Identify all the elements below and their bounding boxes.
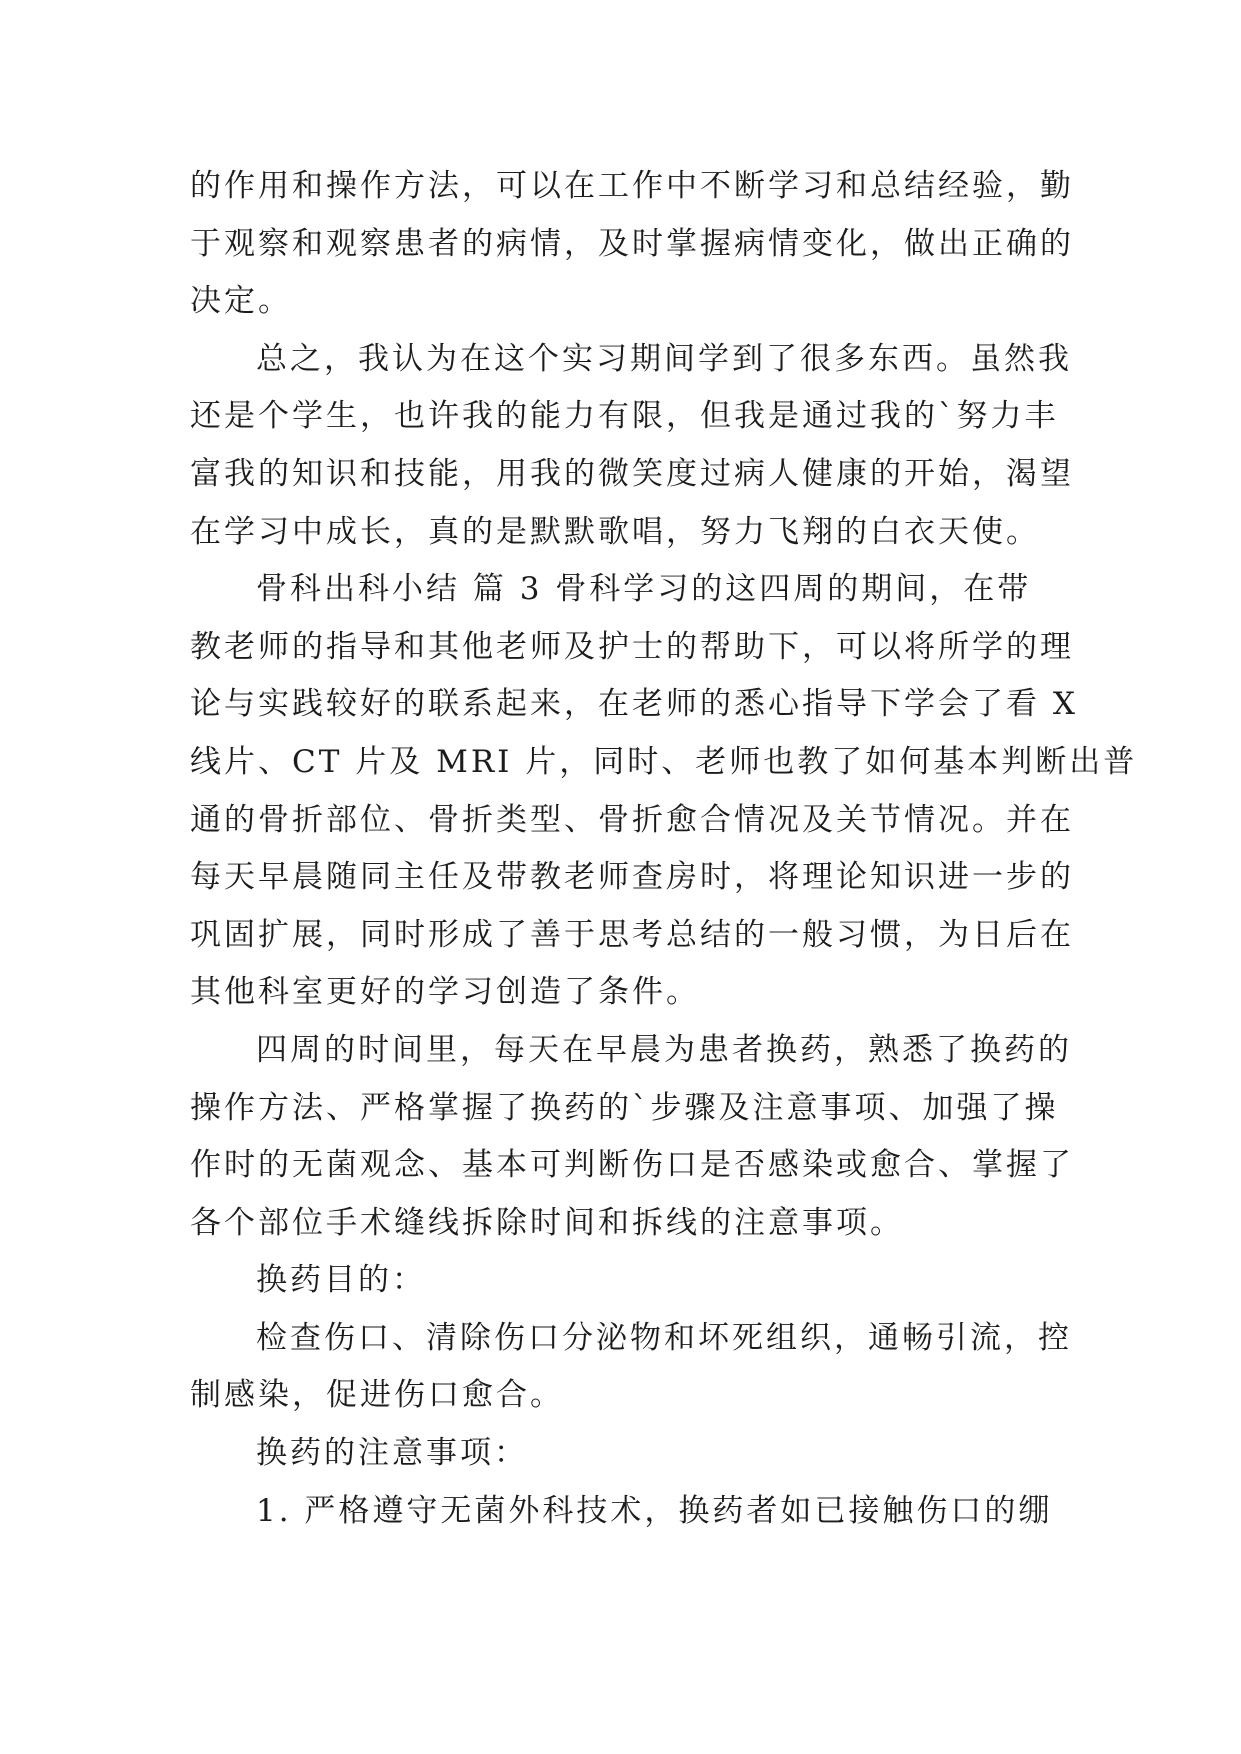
text-line: 通的骨折部位、骨折类型、骨折愈合情况及关节情况。并在: [190, 801, 1074, 838]
text-line: 教老师的指导和其他老师及护士的帮助下，可以将所学的理: [190, 628, 1074, 665]
text-line: 论与实践较好的联系起来，在老师的悉心指导下学会了看 X: [190, 686, 1078, 723]
text-line: 线片、CT 片及 MRI 片，同时、老师也教了如何基本判断出普: [190, 743, 1138, 780]
body-text: [190, 158, 1138, 1540]
text-line: 总之，我认为在这个实习期间学到了很多东西。虽然我: [256, 340, 1072, 377]
text-line: 于观察和观察患者的病情，及时掌握病情变化，做出正确的: [190, 225, 1074, 262]
text-line: 各个部位手术缝线拆除时间和拆线的注意事项。: [190, 1204, 904, 1241]
text-line: 巩固扩展，同时形成了善于思考总结的一般习惯，为日后在: [190, 916, 1074, 953]
subheading-line: 换药的注意事项：: [256, 1435, 528, 1472]
list-item-line: 1. 严格遵守无菌外科技术，换药者如已接触伤口的绷: [256, 1492, 1053, 1529]
text-line: 决定。: [190, 283, 292, 320]
section-heading-line: 骨科出科小结 篇 3 骨科学习的这四周的期间，在带: [256, 571, 1032, 608]
text-line: 制感染，促进伤口愈合。: [190, 1377, 564, 1414]
text-line: 富我的知识和技能，用我的微笑度过病人健康的开始，渴望: [190, 455, 1074, 492]
subheading-line: 换药目的：: [256, 1262, 426, 1299]
text-line: 操作方法、严格掌握了换药的`步骤及注意事项、加强了操: [190, 1089, 1059, 1126]
text-line: 的作用和操作方法，可以在工作中不断学习和总结经验，勤: [190, 168, 1074, 204]
text-line: 其他科室更好的学习创造了条件。: [190, 974, 700, 1011]
text-line: 作时的无菌观念、基本可判断伤口是否感染或愈合、掌握了: [190, 1147, 1074, 1184]
text-line: 四周的时间里，每天在早晨为患者换药，熟悉了换药的: [256, 1031, 1072, 1068]
text-line: 在学习中成长，真的是默默歌唱，努力飞翔的白衣天使。: [190, 513, 1040, 550]
text-line: 检查伤口、清除伤口分泌物和坏死组织，通畅引流，控: [256, 1319, 1072, 1356]
text-line: 还是个学生，也许我的能力有限，但我是通过我的`努力丰: [190, 398, 1059, 435]
text-line: 每天早晨随同主任及带教老师查房时，将理论知识进一步的: [190, 859, 1074, 896]
